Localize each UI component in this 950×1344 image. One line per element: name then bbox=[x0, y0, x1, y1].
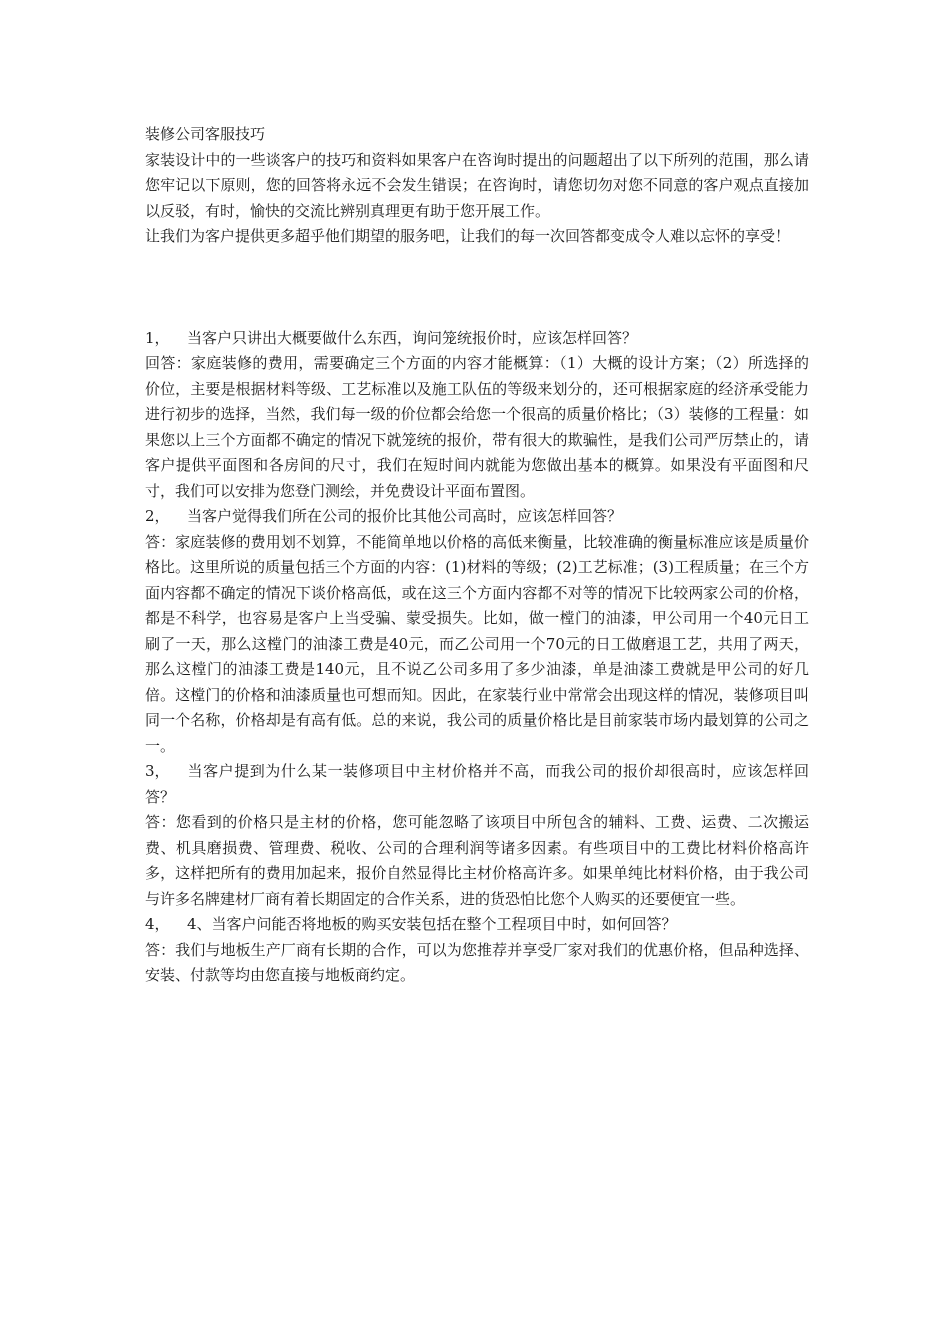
question bbox=[145, 504, 809, 530]
question-text: 当客户提到为什么某一装修项目中主材价格并不高，而我公司的报价却很高时，应该怎样回答？ bbox=[145, 762, 809, 806]
answer-text: 回答：家庭装修的费用，需要确定三个方面的内容才能概算：（1）大概的设计方案；（2）所选择的价位，主要是根据材料等级、工艺标准以及施工队伍的等级来划分的，还可根据家庭的经济承受能力进行初步的选择，当然，我们每一级的价位都会给您一个很高的质量价格比；（3）装修的工程量：如果您以上三个方面都不确定的情况下就笼统的报价，带有很大的欺骗性，是我们公司严厉禁止的，请客户提供平面图和各房间的尺寸，我们在短时间内就能为您做出基本的概算。如果没有平面图和尺寸，我们可以安排为您登门测绘，并免费设计平面布置图。 bbox=[145, 354, 809, 500]
question-text: 当客户觉得我们所在公司的报价比其他公司高时，应该怎样回答？ bbox=[187, 507, 623, 525]
question-number: 1， bbox=[145, 328, 170, 347]
answer-text: 答：家庭装修的费用划不划算，不能简单地以价格的高低来衡量，比较准确的衡量标准应该是质量价格比。这里所说的质量包括三个方面的内容：(1)材料的等级；(2)工艺标准；(3)工程质量；在三个方面内容都不确定的情况下谈价格高低，或在这三个方面内容都不对等的情况下比较两家公司的价格，都是不科学，也容易是客户上当受骗、蒙受损失。比如，做一樘门的油漆，甲公司用一个40元日工刷了一天，那么这樘门的油漆工费是40元，而乙公司用一个70元的日工做磨退工艺，共用了两天，那么这樘门的油漆工费是140元，且不说乙公司多用了多少油漆，单是油漆工费就是甲公司的好几倍。这樘门的价格和油漆质量也可想而知。因此，在家装行业中常常会出现这样的情况，装修项目叫同一个名称，价格却是有高有低。总的来说，我公司的质量价格比是目前家装市场内最划算的公司之一。 bbox=[145, 532, 809, 755]
question-number: 3， bbox=[145, 762, 170, 780]
answer-text: 答：您看到的价格只是主材的价格，您可能忽略了该项目中所包含的辅料、工费、运费、二次搬运费、机具磨损费、管理费、税收、公司的合理利润等诸多因素。有些项目中的工费比材料价格高许多，这样把所有的费用加起来，报价自然显得比主材价格高许多。如果单纯比材料价格，由于我公司与许多名牌建材厂商有着长期固定的合作关系，进的货恐怕比您个人购买的还要便宜一些。 bbox=[145, 813, 809, 908]
question bbox=[145, 326, 809, 352]
question-number: 4， bbox=[145, 915, 170, 933]
intro-paragraph: 让我们为客户提供更多超乎他们期望的服务吧，让我们的每一次回答都变成令人难以忘怀的享受！ bbox=[145, 227, 791, 245]
qa-item-3 bbox=[145, 759, 809, 912]
question bbox=[145, 759, 809, 810]
question-text: 当客户只讲出大概要做什么东西，询问笼统报价时，应该怎样回答？ bbox=[187, 328, 638, 347]
question-text: 4、当客户问能否将地板的购买安装包括在整个工程项目中时，如何回答？ bbox=[187, 915, 677, 933]
intro-paragraph: 家装设计中的一些谈客户的技巧和资料如果客户在咨询时提出的问题超出了以下所列的范围，那么请您牢记以下原则，您的回答将永远不会发生错误；在咨询时，请您切勿对您不同意的客户观点直接加以反驳，有时，愉快的交流比辨别真理更有助于您开展工作。 bbox=[145, 150, 809, 220]
qa-item-2 bbox=[145, 504, 809, 759]
question bbox=[145, 912, 809, 938]
answer-text: 答：我们与地板生产厂商有长期的合作，可以为您推荐并享受厂家对我们的优惠价格，但品种选择、安装、付款等均由您直接与地板商约定。 bbox=[145, 940, 809, 984]
qa-item-4 bbox=[145, 912, 809, 989]
question-number: 2， bbox=[145, 507, 170, 525]
qa-item-1 bbox=[145, 326, 809, 505]
blank-space bbox=[145, 250, 809, 326]
document-page bbox=[145, 122, 809, 989]
document-title: 装修公司客服技巧 bbox=[145, 125, 266, 143]
